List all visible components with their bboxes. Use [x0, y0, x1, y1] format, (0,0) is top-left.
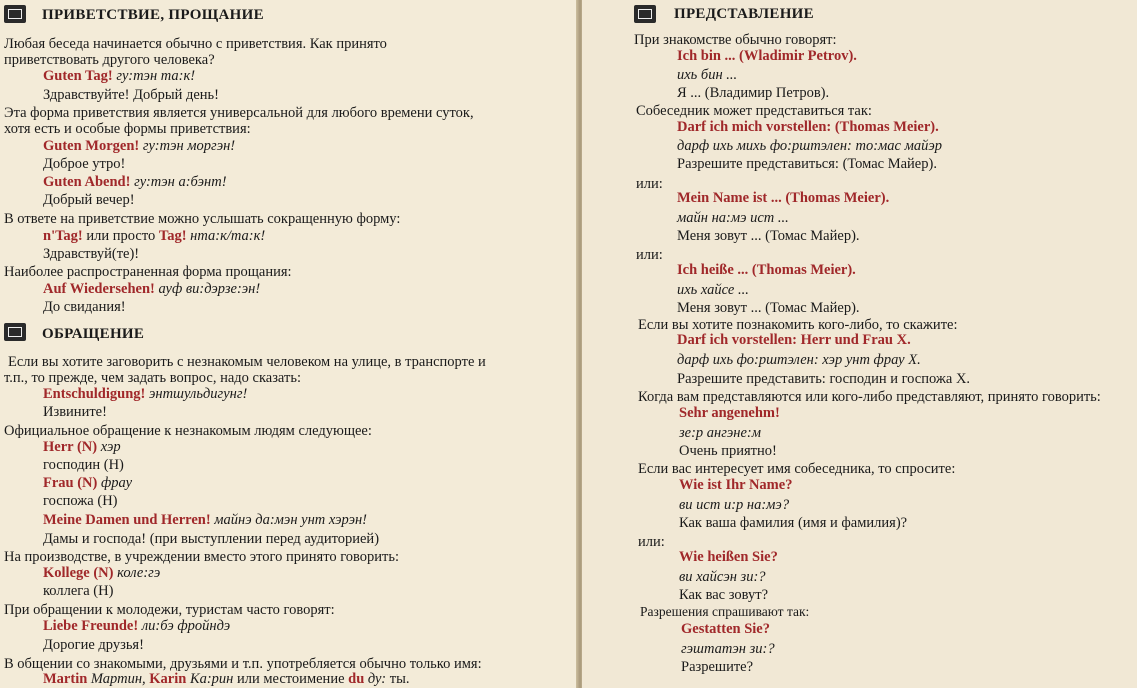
- russian-translation: Я ... (Владимир Петров).: [677, 85, 830, 101]
- paragraph-line: Если вас интересует имя собеседника, то спросите:: [638, 461, 956, 477]
- german-phrase: Auf Wiedersehen!: [43, 281, 155, 297]
- german-phrase: Kollege (N): [43, 565, 114, 581]
- russian-translation: Доброе утро!: [43, 156, 126, 172]
- paragraph-line: т.п., то прежде, чем задать вопрос, надо сказать:: [4, 370, 301, 386]
- book-section-icon: [634, 5, 656, 23]
- russian-translation: Дорогие друзья!: [43, 637, 144, 653]
- german-phrase: Wie heißen Sie?: [679, 549, 778, 565]
- paragraph-line: Любая беседа начинается обычно с приветствия. Как принято: [4, 36, 387, 52]
- phrase-line: [43, 385, 247, 403]
- transcription: Мартин,: [90, 671, 146, 687]
- right-page: [582, 0, 1137, 688]
- paragraph-line: В общении со знакомыми, друзьями и т.п. употребляется обычно только имя:: [4, 656, 482, 672]
- transcription: дарф ихь михь фо:рштэлен: то:мас майэр: [677, 138, 942, 154]
- russian-translation: Разрешите?: [681, 659, 754, 675]
- paragraph-line: Эта форма приветствия является универсальной для любого времени суток,: [4, 105, 474, 121]
- german-phrase: n'Tag!: [43, 228, 83, 244]
- paragraph-line: Если вы хотите заговорить с незнакомым человеком на улице, в транспорте и: [8, 354, 486, 370]
- russian-translation: Разрешите представиться: (Томас Майер).: [677, 156, 937, 172]
- transcription: ду:: [367, 671, 387, 687]
- paragraph-line: При знакомстве обычно говорят:: [634, 32, 837, 48]
- russian-translation: Извините!: [43, 404, 107, 420]
- german-phrase: Guten Tag!: [43, 68, 113, 84]
- or-label: или:: [638, 534, 665, 550]
- phrase-line: [43, 227, 265, 245]
- paragraph-line: Собеседник может представиться так:: [636, 103, 872, 119]
- transcription: гу:тэн а:бэнт!: [134, 174, 227, 190]
- or-label: или:: [636, 247, 663, 263]
- transcription: гу:тэн та:к!: [116, 68, 196, 84]
- book-section-icon: [4, 323, 26, 341]
- phrase-line: [43, 511, 367, 529]
- transcription: гу:тэн моргэн!: [142, 138, 236, 154]
- transcription: нта:к/та:к!: [190, 228, 266, 244]
- paragraph-line: Официальное обращение к незнакомым людям следующее:: [4, 423, 372, 439]
- russian-translation: коллега (Н): [43, 583, 114, 599]
- transcription: энтшульдигунг!: [148, 386, 248, 402]
- german-phrase: Mein Name ist ... (Thomas Meier).: [677, 190, 890, 206]
- phrase-line: [43, 280, 260, 298]
- german-phrase: du: [348, 671, 365, 687]
- transcription: коле:гэ: [117, 565, 161, 581]
- phrase-line: [43, 474, 132, 492]
- russian-translation: господин (Н): [43, 457, 124, 473]
- german-phrase: Herr (N): [43, 439, 98, 455]
- paragraph-line: Если вы хотите познакомить кого-либо, то скажите:: [638, 317, 958, 333]
- transcription: фрау: [101, 475, 133, 491]
- russian-translation: госпожа (Н): [43, 493, 118, 509]
- section-heading-greeting: ПРИВЕТСТВИЕ, ПРОЩАНИЕ: [42, 7, 264, 23]
- paragraph-line: При обращении к молодежи, туристам часто говорят:: [4, 602, 335, 618]
- russian-translation: Здравствуйте! Добрый день!: [43, 87, 219, 103]
- transcription: ауф ви:дэрзе:эн!: [158, 281, 261, 297]
- transcription: ли:бэ фройндэ: [141, 618, 231, 634]
- russian-translation: Как вас зовут?: [679, 587, 769, 603]
- connector-text: или просто: [86, 228, 156, 244]
- paragraph-line: В ответе на приветствие можно услышать сокращенную форму:: [4, 211, 401, 227]
- german-phrase: Tag!: [158, 228, 187, 244]
- transcription: майнэ да:мэн унт хэрэн!: [214, 512, 367, 528]
- paragraph-line: хотя есть и особые формы приветствия:: [4, 121, 251, 137]
- german-phrase: Karin: [149, 671, 187, 687]
- russian-translation: Меня зовут ... (Томас Майер).: [677, 300, 860, 316]
- transcription: ви ист и:р на:мэ?: [679, 497, 790, 513]
- phrase-line: [43, 137, 235, 155]
- paragraph-line: Разрешения спрашивают так:: [640, 604, 810, 619]
- section-heading-introduction: ПРЕДСТАВЛЕНИЕ: [674, 6, 814, 22]
- or-label: или:: [636, 176, 663, 192]
- russian-translation: Очень приятно!: [679, 443, 777, 459]
- russian-translation: До свидания!: [43, 299, 126, 315]
- german-phrase: Meine Damen und Herren!: [43, 512, 211, 528]
- transcription: Ка:рин: [189, 671, 234, 687]
- phrase-line: [43, 617, 230, 635]
- phrase-line: [43, 438, 121, 456]
- transcription: хэр: [100, 439, 121, 455]
- russian-translation: Меня зовут ... (Томас Майер).: [677, 228, 860, 244]
- german-phrase: Ich bin ... (Wladimir Petrov).: [677, 48, 857, 64]
- german-phrase: Gestatten Sie?: [681, 621, 770, 637]
- phrase-line: [43, 67, 195, 85]
- russian-translation: Как ваша фамилия (имя и фамилия)?: [679, 515, 908, 531]
- book-section-icon: [4, 5, 26, 23]
- russian-translation: Здравствуй(те)!: [43, 246, 140, 262]
- transcription: ихь хайсе ...: [677, 282, 749, 298]
- russian-translation: ты.: [389, 671, 410, 687]
- german-phrase: Sehr angenehm!: [679, 405, 780, 421]
- german-phrase: Guten Abend!: [43, 174, 131, 190]
- transcription: ихь бин ...: [677, 67, 738, 83]
- phrase-line: [43, 173, 227, 191]
- transcription: дарф ихь фо:рштэлен: хэр унт фрау Х.: [677, 352, 921, 368]
- german-phrase: Frau (N): [43, 475, 98, 491]
- transcription: зе:р ангэне:м: [679, 425, 762, 441]
- phrase-line: [43, 670, 409, 688]
- paragraph-line: Наиболее распространенная форма прощания:: [4, 264, 292, 280]
- paragraph-line: На производстве, в учреждении вместо этого принято говорить:: [4, 549, 400, 565]
- transcription: гэштатэн зи:?: [681, 641, 775, 657]
- transcription: ви хайсэн зи:?: [679, 569, 766, 585]
- section-heading-address: ОБРАЩЕНИЕ: [42, 326, 145, 342]
- german-phrase: Martin: [43, 671, 88, 687]
- russian-translation: Дамы и господа! (при выступлении перед аудиторией): [43, 531, 380, 547]
- connector-text: или местоимение: [237, 671, 345, 687]
- russian-translation: Добрый вечер!: [43, 192, 135, 208]
- phrase-line: [43, 564, 160, 582]
- paragraph-line: Когда вам представляются или кого-либо представляют, принято говорить:: [638, 389, 1101, 405]
- german-phrase: Darf ich vorstellen: Herr und Frau X.: [677, 332, 911, 348]
- german-phrase: Ich heiße ... (Thomas Meier).: [677, 262, 856, 278]
- german-phrase: Darf ich mich vorstellen: (Thomas Meier).: [677, 119, 939, 135]
- german-phrase: Liebe Freunde!: [43, 618, 139, 634]
- german-phrase: Wie ist Ihr Name?: [679, 477, 793, 493]
- german-phrase: Entschuldigung!: [43, 386, 146, 402]
- german-phrase: Guten Morgen!: [43, 138, 140, 154]
- paragraph-line: приветствовать другого человека?: [4, 52, 215, 68]
- russian-translation: Разрешите представить: господин и госпожа Х.: [677, 371, 971, 387]
- transcription: майн на:мэ ист ...: [677, 210, 789, 226]
